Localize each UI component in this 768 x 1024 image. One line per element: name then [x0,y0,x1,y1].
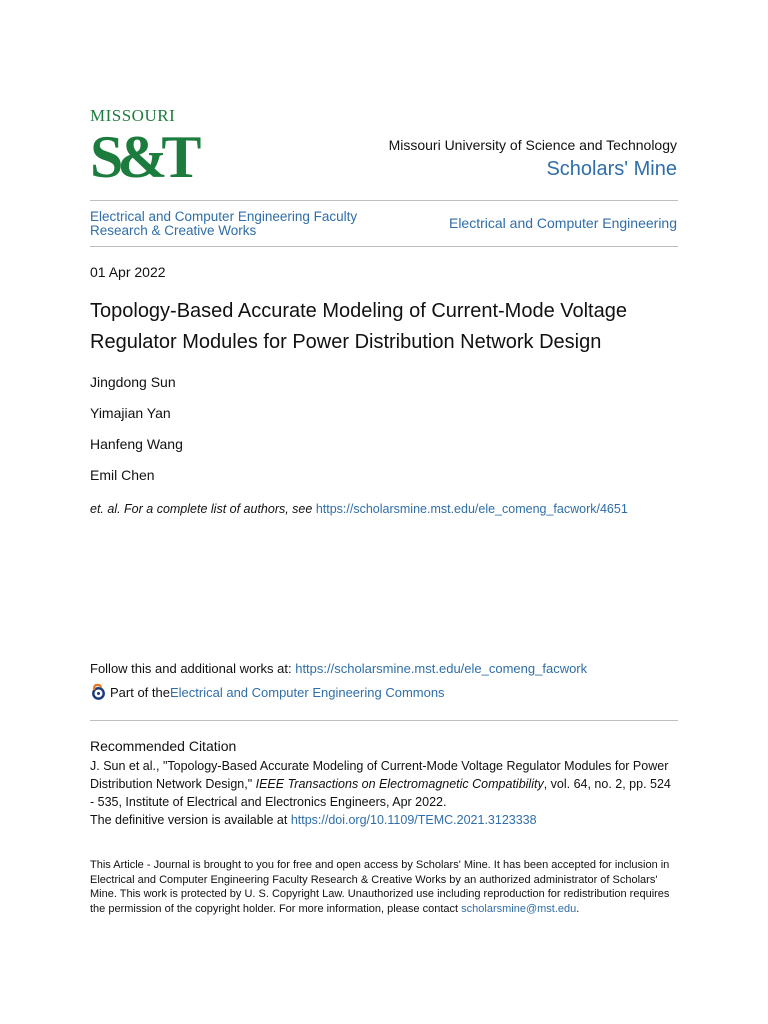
citation-journal: IEEE Transactions on Electromagnetic Compatibility [255,777,544,791]
copyright-notice [90,858,680,916]
part-of-line [90,684,445,701]
follow-line [90,661,587,676]
follow-link[interactable]: https://scholarsmine.mst.edu/ele_comeng_facwork [295,661,588,676]
part-of-text: Part of the [110,685,170,700]
notice-end: . [576,902,580,915]
university-name: Missouri University of Science and Technology [388,137,677,153]
article-title: Topology-Based Accurate Modeling of Current-Mode Voltage Regulator Modules for Power Distribution Network Design [90,300,627,353]
collection-link[interactable]: Electrical and Computer Engineering Faculty Research & Creative Works [90,209,358,238]
divider [90,200,678,201]
author-name: Jingdong Sun [90,374,176,390]
author-name: Emil Chen [90,467,155,483]
logo-wordmark: MISSOURI [90,106,176,125]
logo-mark-text: S&T [90,124,196,190]
doi-link[interactable]: https://doi.org/10.1109/TEMC.2021.3123338 [290,813,537,827]
open-access-icon [90,684,107,701]
contact-email-link[interactable]: scholarsmine@mst.edu [461,902,577,915]
university-logo [90,106,196,190]
et-al-note [90,502,628,516]
definitive-text: The definitive version is available at [90,813,291,827]
repository-link[interactable]: Scholars' Mine [546,158,677,180]
follow-text: Follow this and additional works at: [90,661,296,676]
author-name: Yimajian Yan [90,405,171,421]
notice-text: This Article - Journal is brought to you for free and open access by Scholars' Mine. It has been accepted for inclusion in Electrical and Computer Engineering Faculty Research & Creative Works by an authorized administrator of Scholars' Mine. This work is protected by U. S. Copyright Law. Unauthorized use including reproduction for redistribution requires the permission of the copyright holder. For more information, please contact [90,859,670,915]
commons-link[interactable]: Electrical and Computer Engineering Commons [169,685,445,700]
st-logo-mark [90,124,196,190]
citation-lead: J. Sun et al., "Topology-Based Accurate Modeling of Current-Mode Voltage Regulator Modules for Power Distribution Network Design," [90,759,669,791]
publication-date: 01 Apr 2022 [90,264,166,280]
divider [90,720,678,721]
citation-heading: Recommended Citation [90,738,237,754]
authors-list-link[interactable]: https://scholarsmine.mst.edu/ele_comeng_facwork/4651 [315,502,628,516]
divider [90,246,678,247]
citation-text [90,757,678,829]
citation-tail: , vol. 64, no. 2, pp. 524 - 535, Institute of Electrical and Electronics Engineers, Apr 2022. [90,777,671,809]
department-link[interactable]: Electrical and Computer Engineering [448,215,677,231]
et-al-text: et. al. For a complete list of authors, see [90,502,316,516]
author-name: Hanfeng Wang [90,436,183,452]
